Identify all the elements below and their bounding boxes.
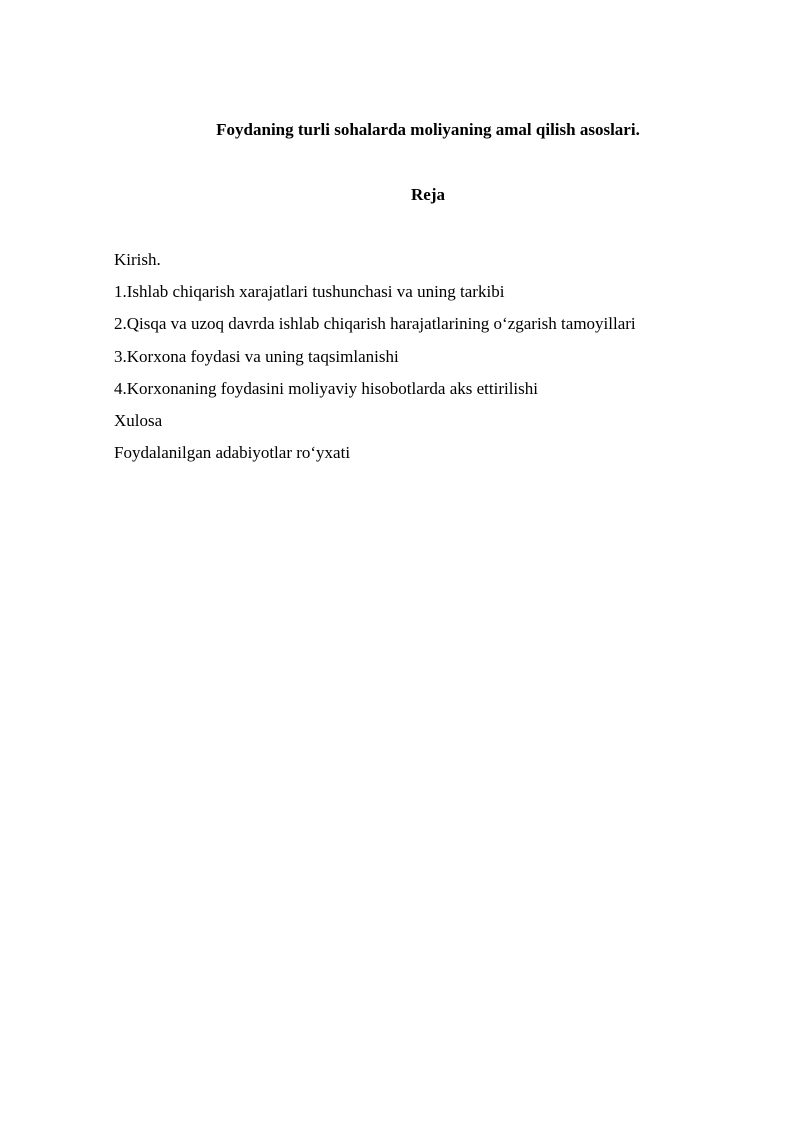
- plan-heading: Reja: [411, 185, 445, 204]
- plan-item-references: Foydalanilgan adabiyotlar ro‘yxati: [114, 443, 351, 463]
- plan-item-2: 2.Qisqa va uzoq davrda ishlab chiqarish harajatlarining o‘zgarish tamoyillari: [114, 314, 636, 334]
- plan-item-4: 4.Korxonaning foydasini moliyaviy hisobotlarda aks ettirilishi: [114, 378, 538, 398]
- plan-item-1: 1.Ishlab chiqarish xarajatlari tushunchasi va uning tarkibi: [114, 282, 505, 302]
- document-title: Foydaning turli sohalarda moliyaning amal qilish asoslari.: [216, 120, 640, 139]
- plan-list: [114, 248, 754, 473]
- plan-item-conclusion: Xulosa: [114, 410, 163, 430]
- plan-item-introduction: Kirish.: [114, 250, 161, 269]
- plan-item-3: 3.Korxona foydasi va uning taqsimlanishi: [114, 346, 399, 366]
